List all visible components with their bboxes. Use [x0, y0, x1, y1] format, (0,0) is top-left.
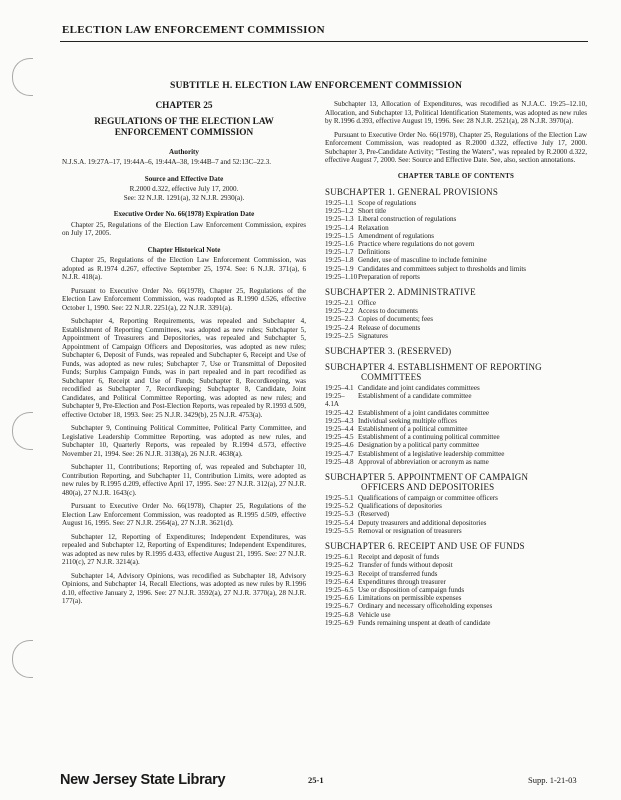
toc-entry [325, 248, 587, 256]
toc-entry-title: Ordinary and necessary officeholding expenses [358, 602, 493, 611]
toc-entry-number: 19:25–2.2 [325, 307, 354, 316]
toc-entry-number: 19:25–4.2 [325, 408, 354, 417]
toc-list-1 [325, 199, 587, 281]
toc-entry-title: Establishment of a continuing political committee [358, 433, 500, 442]
toc-entry [325, 425, 587, 433]
source-line: See: 32 N.J.R. 1291(a), 32 N.J.R. 2930(a). [123, 193, 245, 202]
source-line: R.2000 d.322, effective July 17, 2000. [129, 185, 239, 193]
toc-entry [325, 433, 587, 441]
toc-entry [325, 619, 587, 627]
toc-entry-number: 19:25–5.2 [325, 502, 354, 511]
toc-title: CHAPTER TABLE OF CONTENTS [397, 172, 515, 180]
toc-entry-title: Receipt and deposit of funds [358, 553, 440, 562]
toc-entry [325, 199, 587, 207]
toc-entry-title: Candidates and committees subject to thresholds and limits [358, 264, 527, 273]
toc-entry [325, 207, 587, 215]
toc-entry [325, 450, 587, 458]
authority-text: N.J.S.A. 19:27A–17, 19:44A–6, 19:44A–38, 19:44B–7 and 52:13C–22.3. [62, 158, 272, 166]
toc-entry-number: 19:25–1.1 [325, 199, 354, 207]
toc-list-4 [325, 384, 587, 466]
toc-entry-title: Signatures [358, 331, 388, 340]
toc-entry-title: Short title [358, 207, 387, 216]
toc-entry-title: Preparation of reports [358, 272, 420, 281]
toc-entry-title: Receipt of transferred funds [358, 569, 438, 578]
toc-entry [325, 392, 587, 408]
toc-entry-number: 19:25–1.7 [325, 248, 354, 257]
history-paragraph: Subchapter 13, Allocation of Expenditures, was recodified as N.J.A.C. 19:25–12.10, Allocation, and Subchapter 13, Political Identification Statements, was adopted as new rules by R.1996 d.393, effective August 19, 1996. See: 28 N.J.R. 2521(a), 28 N.J.R. 3970(a). [325, 100, 588, 125]
toc-entry [325, 611, 587, 619]
exec-order-text: Chapter 25, Regulations of the Election Law Enforcement Commission, expires on July 17, 2005. [62, 220, 306, 237]
toc-entry-title: Designation by a political party committee [358, 441, 480, 450]
toc-entry-number: 19:25–2.1 [325, 299, 354, 308]
toc-entry-title: Qualifications of depositories [358, 502, 442, 511]
toc-entry-number: 19:25–6.3 [325, 569, 354, 578]
subchapter-heading: SUBCHAPTER 3. (RESERVED) [325, 346, 452, 357]
toc-entry [325, 384, 587, 392]
toc-entry [325, 409, 587, 417]
toc-entry [325, 224, 587, 232]
toc-entry-number: 19:25–6.7 [325, 602, 354, 611]
toc-entry-title: Release of documents [358, 323, 421, 332]
toc-entry-number: 19:25–6.2 [325, 561, 354, 570]
subchapter-heading: SUBCHAPTER 6. RECEIPT AND USE OF FUNDS [325, 541, 525, 552]
toc-entry-number: 19:25–5.5 [325, 526, 354, 535]
toc-entry [325, 215, 587, 223]
toc-entry [325, 458, 587, 466]
toc-entry-title: Establishment of a joint candidates committee [358, 408, 490, 417]
toc-entry [325, 502, 587, 510]
toc-entry [325, 417, 587, 425]
chapter-number: CHAPTER 25 [155, 101, 213, 111]
toc-entry-number: 19:25–5.4 [325, 518, 354, 527]
toc-entry [325, 527, 587, 535]
toc-entry-number: 19:25–6.1 [325, 553, 354, 562]
subchapter-heading: SUBCHAPTER 4. ESTABLISHMENT OF REPORTING COMMITTEES [325, 362, 542, 383]
toc-entry-number: 19:25–4.8 [325, 457, 354, 466]
toc-list-6 [325, 553, 587, 627]
toc-entry-title: Relaxation [358, 223, 389, 232]
binder-hole-mark [12, 58, 33, 96]
toc-entry [325, 324, 587, 332]
toc-entry-title: Removal or resignation of treasurers [358, 526, 462, 535]
history-paragraph: Subchapter 9, Continuing Political Committee, Political Party Committee, and Legislative Leadership Committee Reporting, was adopted as new rules, and Subchapter 10, Quarterly Reports, was repealed by R.1994 d.573, effective November 21, 1994. See: 26 N.J.R. 3138(a), 26 N.J.R. 4638(a). [62, 424, 306, 458]
toc-entry-number: 19:25–1.3 [325, 215, 354, 224]
toc-entry-number: 19:25–1.9 [325, 264, 354, 273]
toc-entry-number: 19:25–6.6 [325, 594, 354, 603]
toc-entry-number: 19:25–2.4 [325, 323, 354, 332]
toc-entry-number: 19:25–4.7 [325, 449, 354, 458]
history-paragraph: Subchapter 14, Advisory Opinions, was recodified as Subchapter 18, Advisory Opinions, and Subchapter 14, Recall Elections, was adopted as new rules by R.1996 d.10, effective January 2, 1996. See: 27 N.J.R. 3592(a), 27 N.J.R. 3770(a), 28 N.J.R. 177(a). [62, 571, 306, 605]
toc-entry-title: Limitations on permissible expenses [358, 594, 462, 603]
toc-entry-number: 19:25–5.1 [325, 494, 354, 503]
toc-entry-title: Individual seeking multiple offices [358, 416, 457, 425]
toc-entry [325, 510, 587, 518]
toc-entry-number: 19:25–6.9 [325, 618, 354, 627]
binder-hole-mark [12, 640, 33, 678]
toc-entry-title: Amendment of regulations [358, 231, 435, 240]
toc-entry-title: Establishment of a candidate committee [358, 392, 472, 401]
toc-entry [325, 273, 587, 281]
toc-entry-title: Definitions [358, 248, 390, 257]
toc-entry [325, 307, 587, 315]
page-number: 25-1 [308, 775, 324, 785]
subtitle-heading: SUBTITLE H. ELECTION LAW ENFORCEMENT COMMISSION [170, 80, 463, 91]
right-column [325, 100, 587, 627]
history-paragraph: Pursuant to Executive Order No. 66(1978), Chapter 25, Regulations of the Election Law Enforcement Commission, was readopted as R.1995 d.509, effective August 16, 1995. See: 27 N.J.R. 2564(a), 27 N.J.R. 3621(d). [62, 502, 306, 527]
toc-entry [325, 315, 587, 323]
binder-hole-mark [12, 412, 33, 450]
toc-entry [325, 441, 587, 449]
toc-entry-number: 19:25–1.10 [325, 272, 358, 281]
toc-entry-number: 19:25–2.5 [325, 331, 354, 340]
header-rule [60, 41, 588, 42]
toc-entry [325, 232, 587, 240]
supplement-date: Supp. 1-21-03 [528, 775, 577, 785]
toc-entry [325, 586, 587, 594]
toc-entry [325, 265, 587, 273]
toc-entry [325, 256, 587, 264]
toc-list-2 [325, 299, 587, 340]
toc-entry-title: Office [358, 299, 376, 308]
toc-entry-title: Liberal construction of regulations [358, 215, 457, 224]
exec-order-heading: Executive Order No. 66(1978) Expiration Date [113, 210, 255, 218]
toc-entry-number: 19:25–1.6 [325, 240, 354, 249]
toc-list-5 [325, 494, 587, 535]
history-paragraph: Pursuant to Executive Order No. 66(1978), Chapter 25, Regulations of the Election Law Enforcement Commission, was readopted as R.1990 d.526, effective October 1, 1990. See: 22 N.J.R. 2251(a), 22 N.J.R. 3391(a). [62, 286, 306, 312]
library-stamp: New Jersey State Library [60, 772, 226, 788]
toc-entry-title: Qualifications of campaign or committee officers [358, 494, 498, 503]
history-paragraph: Pursuant to Executive Order No. 66(1978), Chapter 25, Regulations of the Election Law Enforcement Commission, was readopted as R.2000 d.322, effective July 17, 2000. Subchapter 3, Pre-Candidate Activity; "Testing the Waters", was repealed by R.2000 d.322, effective August 7, 2000. See: Source and Effective Date. See, also, section annotations. [325, 130, 587, 164]
toc-entry [325, 570, 587, 578]
toc-entry-title: Vehicle use [358, 610, 391, 619]
toc-entry [325, 240, 587, 248]
toc-entry-number: 19:25–1.5 [325, 231, 354, 240]
history-heading: Chapter Historical Note [147, 245, 221, 254]
history-paragraph: Chapter 25, Regulations of the Election Law Enforcement Commission, was adopted as R.1974 d.267, effective September 25, 1974. See: 6 N.J.R. 371(a), 6 N.J.R. 418(a). [62, 256, 306, 281]
toc-entry-title: Deputy treasurers and additional depositories [358, 518, 487, 527]
toc-entry-title: Expenditures through treasurer [358, 577, 446, 586]
toc-entry [325, 519, 587, 527]
toc-entry [325, 561, 587, 569]
subchapter-heading: SUBCHAPTER 5. APPOINTMENT OF CAMPAIGN OFFICERS AND DEPOSITORIES [325, 472, 529, 493]
toc-entry-number: 19:25–4.1A [325, 392, 345, 409]
toc-entry [325, 494, 587, 502]
toc-entry [325, 602, 587, 610]
toc-entry-number: 19:25–1.4 [325, 223, 354, 232]
toc-entry [325, 578, 587, 586]
toc-entry [325, 332, 587, 340]
toc-entry-title: Funds remaining unspent at death of candidate [358, 618, 491, 627]
toc-entry-number: 19:25–6.5 [325, 585, 354, 594]
history-paragraph: Subchapter 11, Contributions; Reporting of, was repealed and Subchapter 10, Contribution Reporting, and Subchapter 11, Contribution Limits, were adopted as new rules by R.1995 d.209, effective April 17, 1995. See: 27 N.J.R. 312(a), 27 N.J.R. 480(a), 27 N.J.R. 1643(c). [62, 463, 306, 497]
toc-entry [325, 299, 587, 307]
toc-entry-title: Establishment of a political committee [358, 425, 468, 434]
toc-entry-number: 19:25–4.3 [325, 416, 354, 425]
toc-entry-number: 19:25–4.5 [325, 433, 354, 442]
running-header: ELECTION LAW ENFORCEMENT COMMISSION [62, 24, 325, 36]
subchapter-heading: SUBCHAPTER 1. GENERAL PROVISIONS [325, 187, 499, 197]
toc-entry-title: Copies of documents; fees [358, 315, 434, 324]
source-heading: Source and Effective Date [144, 174, 224, 183]
toc-entry-number: 19:25–4.6 [325, 441, 354, 450]
subchapter-heading: SUBCHAPTER 2. ADMINISTRATIVE [325, 287, 476, 298]
toc-entry-title: Use or disposition of campaign funds [358, 585, 465, 594]
toc-entry-title: Scope of regulations [358, 199, 417, 207]
toc-entry-title: Access to documents [358, 307, 418, 316]
history-paragraph: Subchapter 4, Reporting Requirements, was repealed and Subchapter 4, Establishment of Reporting Committees, was adopted as new rules; Subchapter 5, Appointment of Treasurers and Depositories, was repealed and Subchapter 5, Appointment of Campaign Officers and Depositories, was adopted as new rules; Subchapter 6, Deposit of Funds, was repealed and Subchapter 6, Receipt and Use of Funds, was adopted as new rules; Subchapter 7, Use or Transmittal of Deposited Funds; Surplus Campaign Funds, was in part repealed and in part recodified as Subchapter 6, Receipt and Use of Funds; Subchapter 8, Recordkeeping, was recodified as Subchapter 7, Recordkeeping; Subchapter 8, Candidate, Joint Candidates, and Political Committee Reporting, was adopted as new rules; and Subchapter 9, Pre-Election and Post-Election Reports, was repealed by R.1993 d.509, effective October 18, 1993. See: 25 N.J.R. 3429(b), 25 N.J.R. 4753(a). [62, 317, 306, 419]
toc-entry-number: 19:25–2.3 [325, 315, 354, 324]
toc-entry-number: 19:25–6.4 [325, 577, 354, 586]
history-paragraph: Subchapter 12, Reporting of Expenditures; Independent Expenditures, was repealed and Subchapter 12, Reporting of Expenditures; Independent Expenditures, was adopted as new rules by R.1995 d.433, effective August 21, 1995. See: 27 N.J.R. 2110(c), 27 N.J.R. 3214(a). [62, 532, 306, 566]
toc-entry-number: 19:25–1.8 [325, 256, 354, 265]
left-column [62, 100, 306, 611]
toc-entry-title: Transfer of funds without deposit [358, 561, 453, 570]
toc-entry-title: Practice where regulations do not govern [358, 240, 475, 249]
toc-entry-title: Gender, use of masculine to include feminine [358, 256, 487, 265]
toc-entry-title: (Reserved) [358, 510, 390, 519]
toc-entry-number: 19:25–4.1 [325, 384, 354, 393]
authority-heading: Authority [169, 147, 199, 156]
toc-entry-title: Candidate and joint candidates committees [358, 384, 480, 393]
toc-entry-number: 19:25–6.8 [325, 610, 354, 619]
toc-entry-number: 19:25–5.3 [325, 510, 354, 519]
toc-entry-number: 19:25–4.4 [325, 425, 354, 434]
toc-entry-title: Establishment of a legislative leadership committee [358, 449, 505, 458]
toc-entry [325, 594, 587, 602]
toc-entry-number: 19:25–1.2 [325, 207, 354, 216]
chapter-title: REGULATIONS OF THE ELECTION LAW ENFORCEMENT COMMISSION [94, 116, 274, 138]
toc-entry [325, 553, 587, 561]
toc-entry-title: Approval of abbreviation or acronym as name [358, 457, 489, 466]
